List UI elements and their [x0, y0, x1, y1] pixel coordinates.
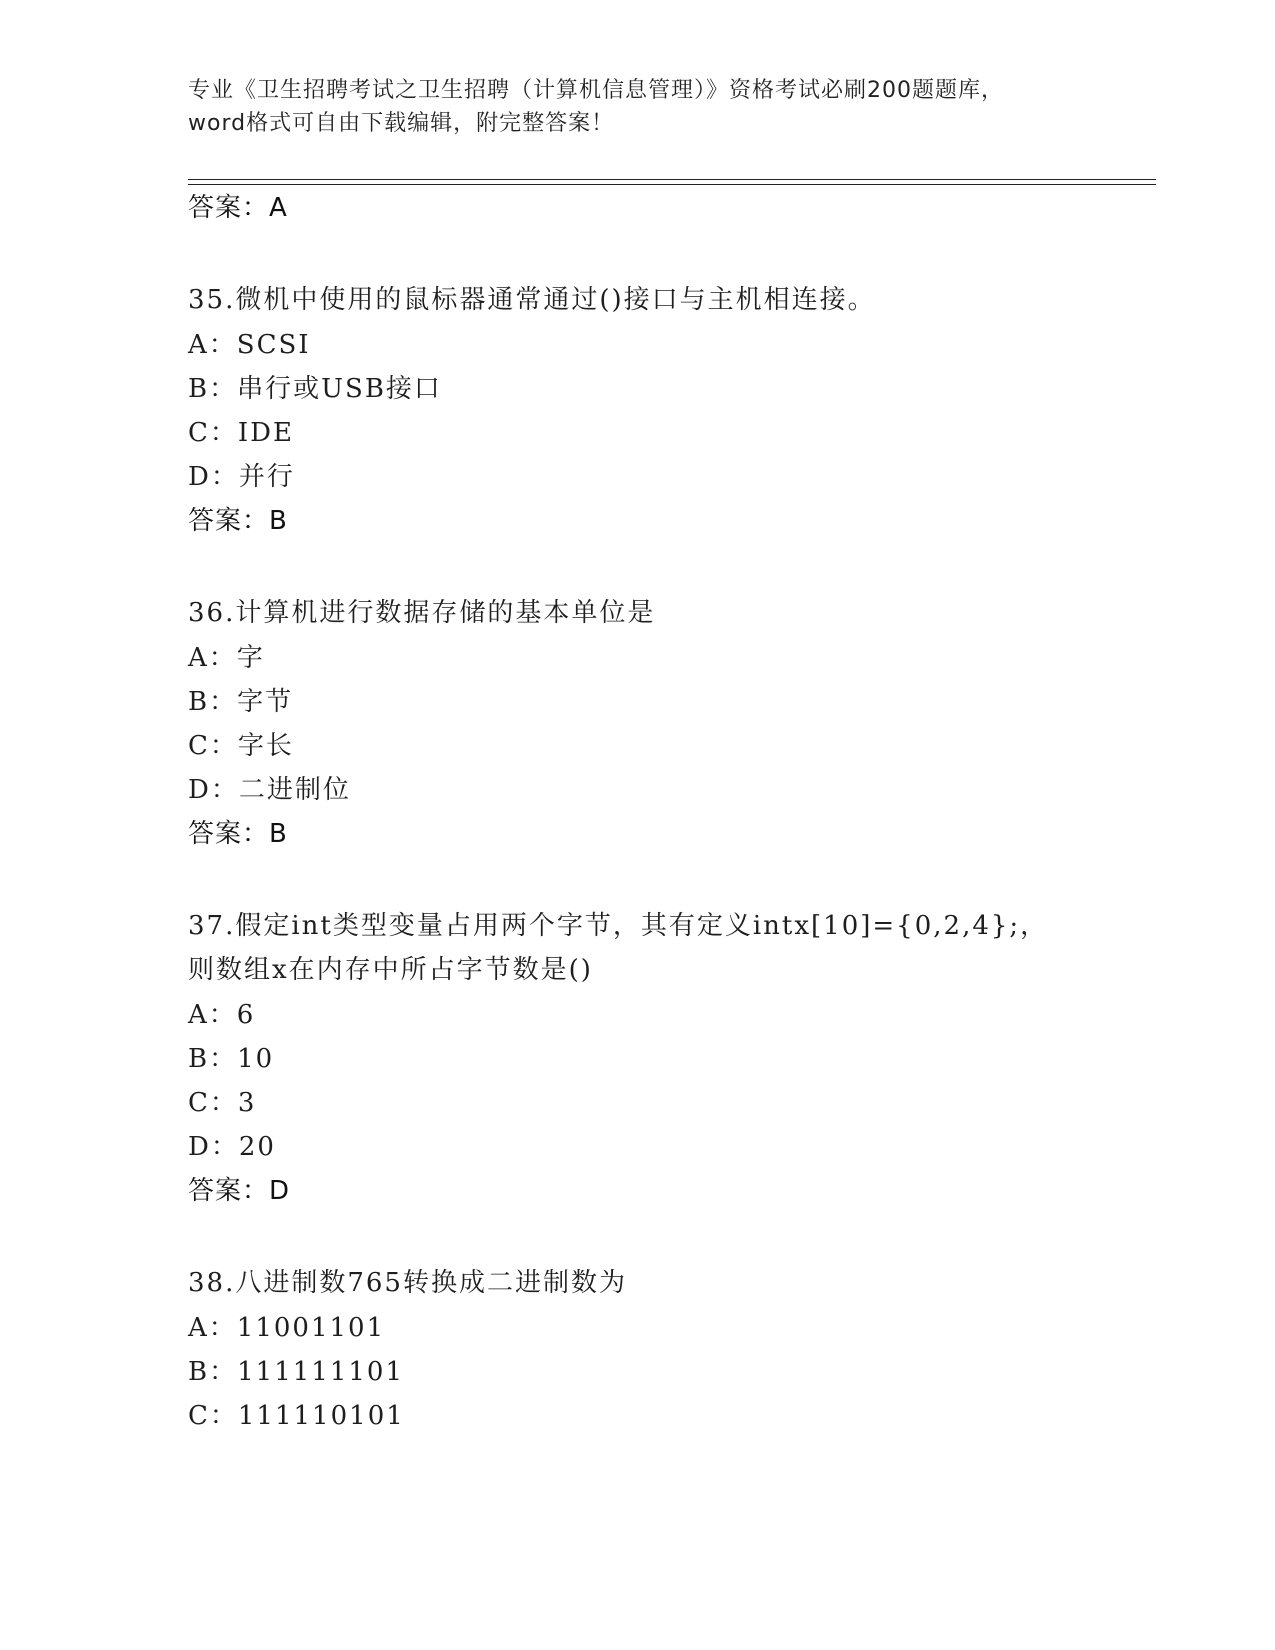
header-divider-top	[188, 179, 1156, 180]
question-35-option-c: C：IDE	[188, 418, 294, 448]
question-38-option-b: B：111111101	[188, 1357, 404, 1387]
question-36-stem: 36.计算机进行数据存储的基本单位是	[188, 598, 656, 628]
question-36-option-a: A：字	[188, 643, 265, 673]
question-35-stem: 35.微机中使用的鼠标器通常通过()接口与主机相连接。	[188, 285, 876, 315]
answer-q34: 答案：A	[188, 193, 288, 223]
question-38-option-a: A：11001101	[188, 1313, 386, 1343]
question-37-stem-line-1: 37.假定int类型变量占用两个字节，其有定义intx[10]={0,2,4};，	[188, 911, 1049, 941]
question-35-option-b: B：串行或USB接口	[188, 374, 442, 404]
question-36-option-d: D：二进制位	[188, 775, 351, 805]
question-37-option-d: D：20	[188, 1132, 276, 1162]
header-line-1: 专业《卫生招聘考试之卫生招聘（计算机信息管理）》资格考试必刷200题题库，	[188, 78, 1004, 103]
question-36-option-b: B：字节	[188, 687, 294, 717]
answer-q35: 答案：B	[188, 506, 288, 536]
question-37-option-c: C：3	[188, 1088, 257, 1118]
question-36-option-c: C：字长	[188, 731, 294, 761]
question-37-stem-line-2: 则数组x在内存中所占字节数是()	[188, 955, 593, 985]
question-37-option-b: B：10	[188, 1044, 275, 1074]
answer-q36: 答案：B	[188, 819, 288, 849]
question-38-stem: 38.八进制数765转换成二进制数为	[188, 1268, 627, 1298]
question-35-option-a: A：SCSI	[188, 330, 311, 360]
header-divider-bottom	[188, 184, 1156, 185]
answer-q37: 答案：D	[188, 1176, 291, 1206]
header-line-2: word格式可自由下载编辑，附完整答案！	[188, 111, 615, 136]
question-38-option-c: C：111110101	[188, 1401, 405, 1431]
document-header	[188, 74, 1088, 140]
question-35-option-d: D：并行	[188, 462, 295, 492]
question-37-option-a: A：6	[188, 1000, 256, 1030]
